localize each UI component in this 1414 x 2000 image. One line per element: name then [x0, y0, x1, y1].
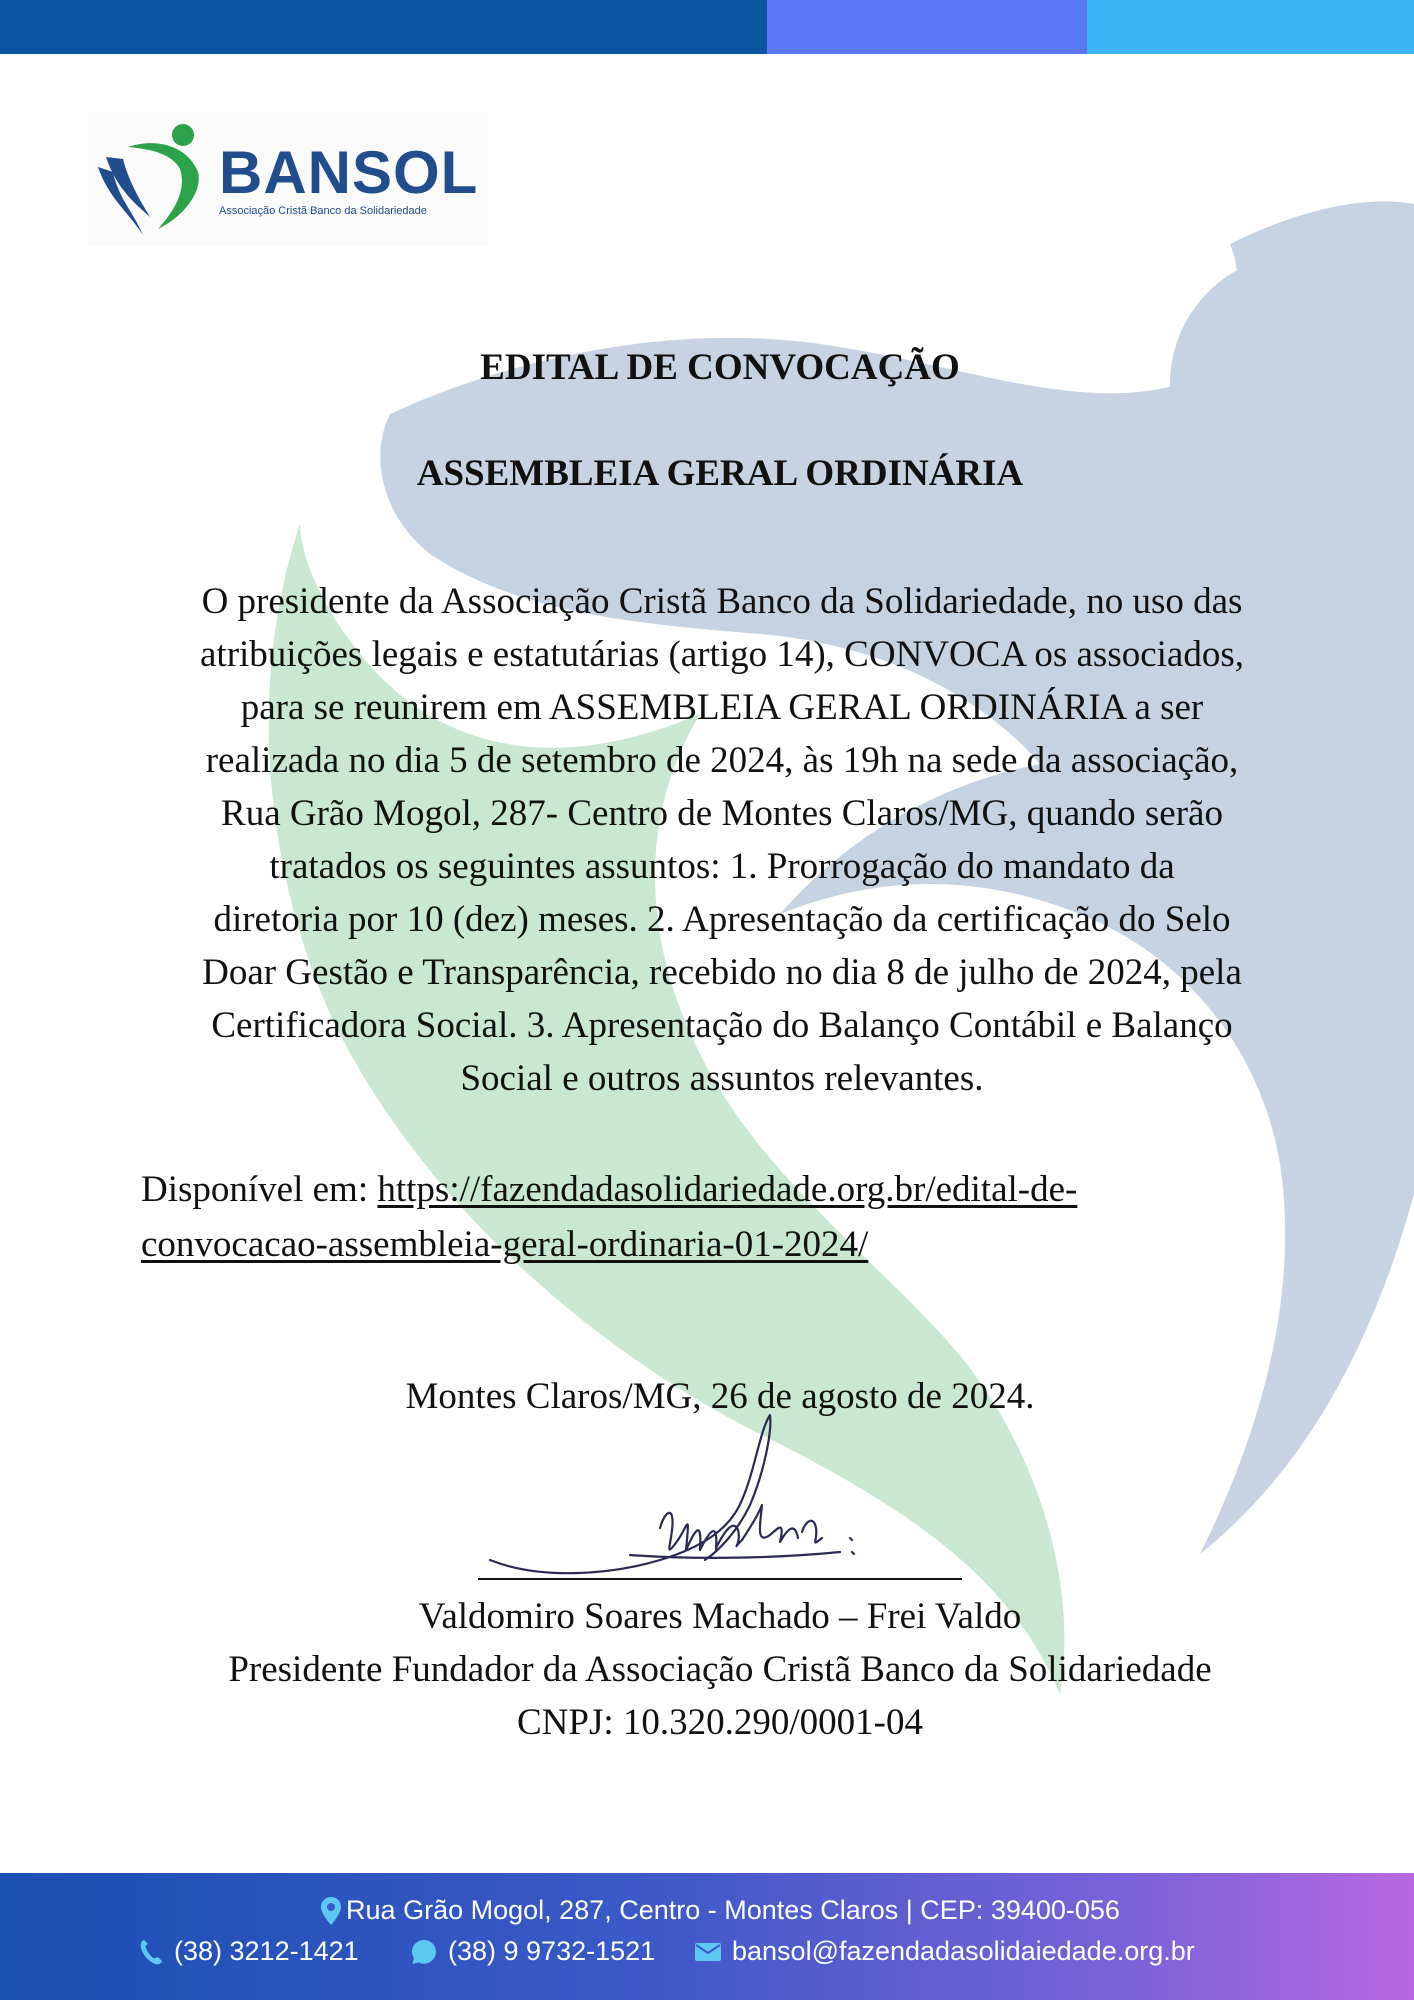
- handwritten-signature: [480, 1410, 960, 1585]
- signer-name: Valdomiro Soares Machado – Frei Valdo: [418, 1596, 1022, 1637]
- footer: [0, 1873, 1414, 2000]
- paragraph-line: O presidente da Associação Cristã Banco da Solidariedade, no uso das: [201, 581, 1243, 622]
- document-subtitle: ASSEMBLEIA GERAL ORDINÁRIA: [416, 453, 1024, 494]
- edital-link-line2[interactable]: convocacao-assembleia-geral-ordinaria-01-2024/: [141, 1224, 869, 1265]
- paragraph-line: realizada no dia 5 de setembro de 2024, às 19h na sede da associação,: [205, 740, 1239, 781]
- paragraph-line: Social e outros assuntos relevantes.: [460, 1058, 984, 1099]
- footer-email: [694, 1936, 1195, 1967]
- footer-whatsapp: [410, 1936, 655, 1967]
- whatsapp-icon: [410, 1938, 438, 1966]
- mail-icon: [694, 1942, 722, 1962]
- paragraph-line: atribuições legais e estatutárias (artigo 14), CONVOCA os associados,: [200, 634, 1244, 675]
- top-color-bar: [0, 0, 1414, 54]
- bansol-logo-text: [219, 138, 479, 217]
- top-bar-segment-violet: [767, 0, 1087, 54]
- top-bar-segment-light-blue: [1087, 0, 1414, 54]
- paragraph-line: diretoria por 10 (dez) meses. 2. Apresentação da certificação do Selo: [213, 899, 1231, 940]
- footer-whatsapp-text: (38) 9 9732-1521: [448, 1936, 656, 1966]
- logo-subtitle: Associação Cristã Banco da Solidariedade: [219, 204, 427, 217]
- footer-email-text[interactable]: bansol@fazendadasolidaiedade.org.br: [732, 1936, 1195, 1966]
- footer-phone: [138, 1936, 359, 1967]
- phone-icon: [138, 1938, 164, 1966]
- footer-address-text: Rua Grão Mogol, 287, Centro - Montes Claros | CEP: 39400-056: [346, 1895, 1120, 1925]
- top-bar-segment-dark-blue: [0, 0, 767, 54]
- available-at: [141, 1162, 1291, 1272]
- edital-link-line1[interactable]: https://fazendadasolidariedade.org.br/edital-de-: [377, 1169, 1078, 1210]
- paragraph-line: Certificadora Social. 3. Apresentação do Balanço Contábil e Balanço: [211, 1005, 1233, 1046]
- document-title: EDITAL DE CONVOCAÇÃO: [480, 347, 960, 388]
- logo-name: BANSOL: [219, 138, 479, 206]
- bansol-logo-icon: [88, 117, 213, 242]
- paragraph-line: tratados os seguintes assuntos: 1. Prorrogação do mandato da: [269, 846, 1175, 887]
- paragraph-line: Doar Gestão e Transparência, recebido no dia 8 de julho de 2024, pela: [202, 952, 1242, 993]
- cnpj: CNPJ: 10.320.290/0001-04: [516, 1702, 923, 1743]
- location-pin-icon: [320, 1896, 342, 1926]
- footer-address: [0, 1895, 1414, 1926]
- footer-phone-text: (38) 3212-1421: [174, 1936, 359, 1966]
- paragraph-line: para se reunirem em ASSEMBLEIA GERAL ORDINÁRIA a ser: [240, 687, 1204, 728]
- signature-line: [478, 1578, 962, 1580]
- available-label: Disponível em:: [141, 1169, 378, 1210]
- signer-role: Presidente Fundador da Associação Cristã Banco da Solidariedade: [228, 1649, 1212, 1690]
- date-place: Montes Claros/MG, 26 de agosto de 2024.: [405, 1376, 1035, 1417]
- convocation-paragraph: [132, 575, 1312, 1105]
- paragraph-line: Rua Grão Mogol, 287- Centro de Montes Claros/MG, quando serão: [221, 793, 1223, 834]
- bansol-logo: [88, 112, 488, 247]
